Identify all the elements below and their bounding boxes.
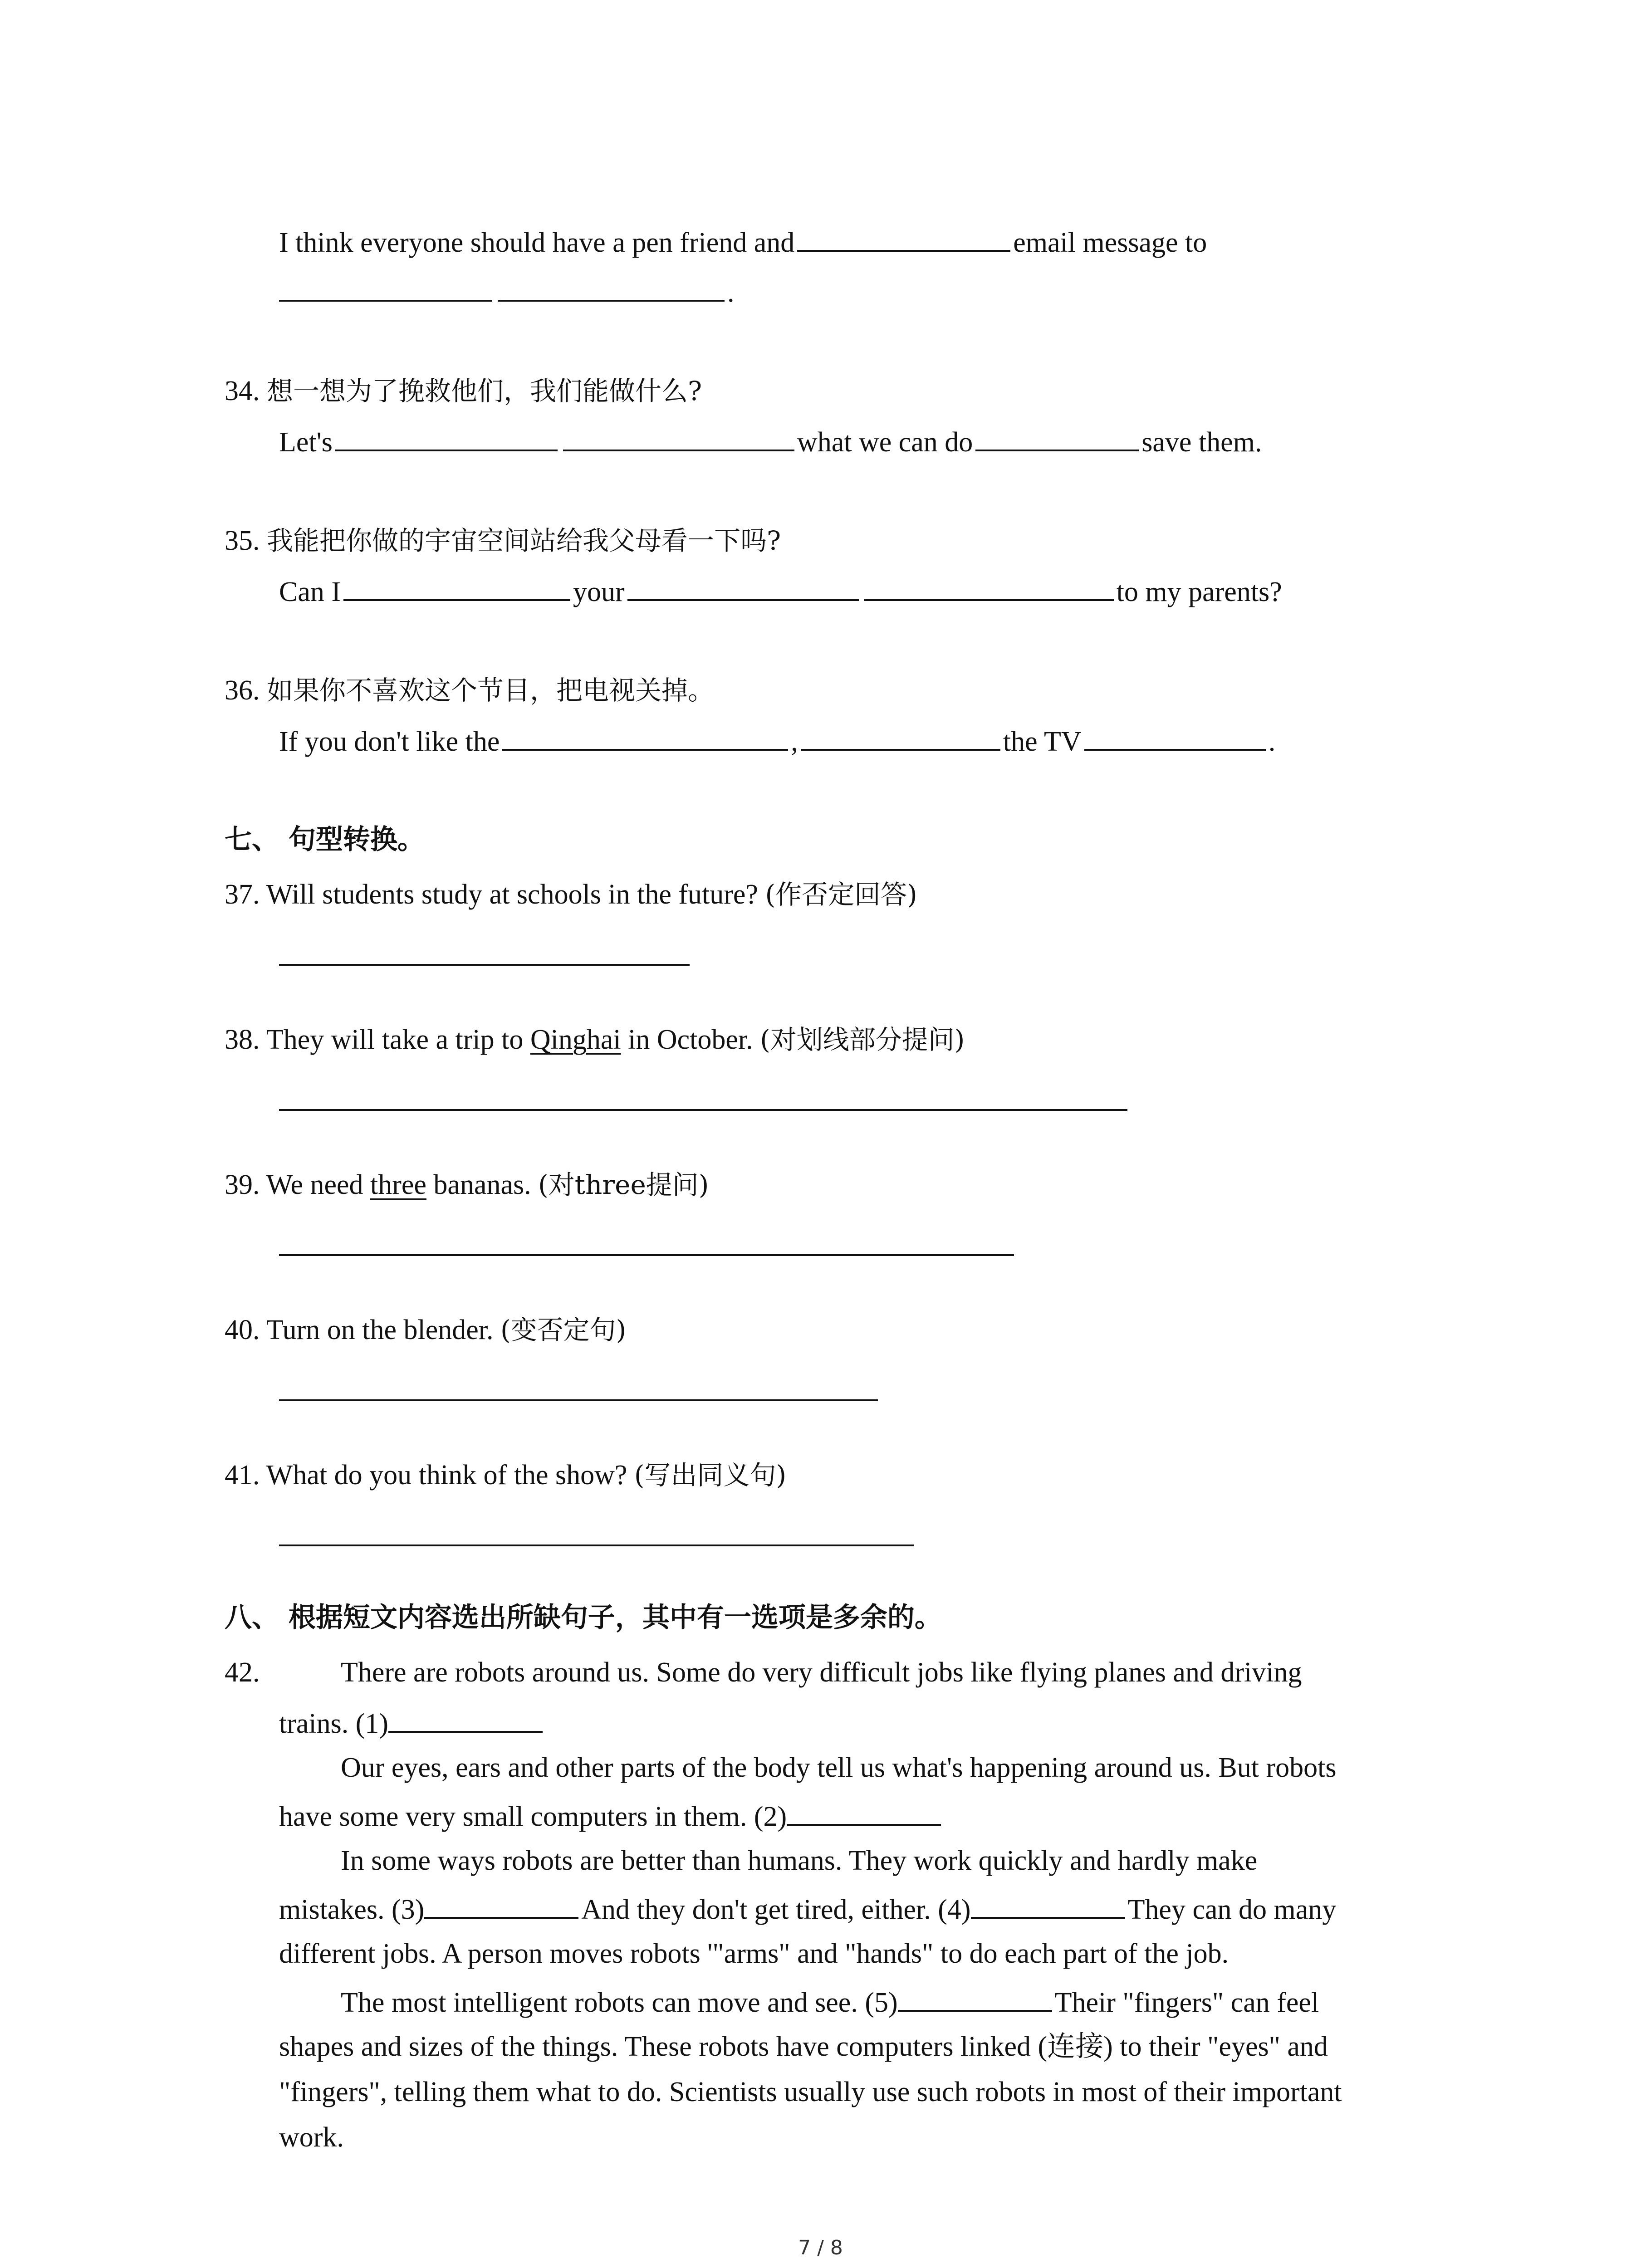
- q40-answer-line[interactable]: [279, 1399, 878, 1401]
- q34-text-c: save them.: [1141, 427, 1262, 458]
- q40-text: Turn on the blender.: [266, 1315, 494, 1345]
- q39-underlined-word: three: [370, 1169, 426, 1200]
- q33-line-1: [279, 225, 1207, 259]
- q36-blank-3[interactable]: [1084, 723, 1266, 751]
- q35-number: 35.: [225, 525, 260, 556]
- q38-text-b: in October.: [628, 1024, 753, 1055]
- q38-underlined-word: Qinghai: [530, 1024, 621, 1055]
- q36-comma: ,: [791, 726, 798, 757]
- q42-p3-line-3: different jobs. A person moves robots '"arms" and "hands" to do each part of the job.: [279, 1938, 1229, 1969]
- q34-blank-3[interactable]: [975, 424, 1139, 451]
- q39-answer-line[interactable]: [279, 1254, 1014, 1256]
- q33-line-2: [279, 274, 735, 309]
- q35-text-a: Can I: [279, 577, 341, 607]
- page-number: 7 / 8: [798, 2236, 843, 2259]
- q39-instruction: (对three提问): [538, 1169, 709, 1200]
- q36-answer-line: [279, 723, 1275, 758]
- q42-p3-text-b: And they don't get tired, either. (4): [581, 1894, 971, 1925]
- q35-text-c: to my parents?: [1116, 577, 1282, 607]
- q34-number: 34.: [225, 376, 260, 406]
- q42-p3-line-2: [279, 1892, 1336, 1926]
- q36-text-a: If you don't like the: [279, 726, 500, 757]
- q42-p3-line-1: In some ways robots are better than humans. They work quickly and hardly make: [341, 1845, 1258, 1876]
- q37-text: Will students study at schools in the future?: [266, 879, 758, 910]
- q34-chinese: 想一想为了挽救他们，我们能做什么?: [267, 376, 702, 406]
- q42-p1-text: trains. (1): [279, 1708, 389, 1739]
- q33-blank-3[interactable]: [498, 274, 725, 302]
- q37-prompt: [225, 878, 917, 911]
- q42-p3-text-a: mistakes. (3): [279, 1894, 425, 1925]
- q42-p1-line-1: There are robots around us. Some do very difficult jobs like flying planes and driving: [341, 1657, 1302, 1688]
- q35-blank-3[interactable]: [864, 574, 1114, 601]
- q36-prompt: [225, 674, 714, 707]
- q42-p1-line-2: [279, 1706, 545, 1740]
- q39-text-b: bananas.: [433, 1169, 531, 1200]
- q35-chinese: 我能把你做的宇宙空间站给我父母看一下吗?: [267, 525, 781, 556]
- q37-number: 37.: [225, 879, 260, 910]
- q41-answer-line[interactable]: [279, 1545, 914, 1546]
- q36-period: .: [1268, 726, 1276, 757]
- q33-blank-2[interactable]: [279, 274, 492, 302]
- section-8-heading: 八、 根据短文内容选出所缺句子，其中有一选项是多余的。: [225, 1602, 942, 1633]
- q33-text-b: email message to: [1013, 227, 1207, 258]
- q42-p2-line-2: [279, 1799, 944, 1833]
- q36-chinese: 如果你不喜欢这个节目，把电视关掉。: [267, 675, 715, 706]
- q38-prompt: [225, 1023, 965, 1056]
- q42-blank-5[interactable]: [898, 1984, 1052, 2012]
- q42-p2-text: have some very small computers in them. (2): [279, 1801, 787, 1832]
- q42-number: 42.: [225, 1657, 260, 1688]
- section-7-heading: 七、 句型转换。: [225, 824, 425, 855]
- q41-prompt: [225, 1458, 786, 1492]
- q42-p3-text-c: They can do many: [1127, 1894, 1337, 1925]
- q36-blank-1[interactable]: [502, 723, 788, 751]
- q39-prompt: [225, 1168, 709, 1202]
- q36-number: 36.: [225, 675, 260, 706]
- q41-number: 41.: [225, 1460, 260, 1491]
- q41-text: What do you think of the show?: [266, 1460, 627, 1491]
- q38-number: 38.: [225, 1024, 260, 1055]
- q40-prompt: [225, 1313, 626, 1347]
- q35-blank-1[interactable]: [343, 574, 570, 601]
- q38-answer-line[interactable]: [279, 1109, 1127, 1111]
- q41-instruction: (写出同义句): [634, 1460, 787, 1491]
- q42-p4-line-4: work.: [279, 2122, 344, 2153]
- q42-blank-1[interactable]: [388, 1706, 543, 1733]
- q35-answer-line: [279, 574, 1282, 609]
- q42-p4-text-a: The most intelligent robots can move and see. (5): [341, 1987, 898, 2018]
- q34-text-b: what we can do: [797, 427, 973, 458]
- q40-number: 40.: [225, 1315, 260, 1345]
- q35-blank-2[interactable]: [627, 574, 859, 601]
- q34-answer-line: [279, 424, 1262, 459]
- q33-period: .: [727, 277, 735, 308]
- q35-text-b: your: [573, 577, 625, 607]
- q33-blank-1[interactable]: [797, 225, 1010, 252]
- q34-blank-2[interactable]: [563, 424, 794, 451]
- q36-blank-2[interactable]: [801, 723, 1000, 751]
- q36-text-c: the TV: [1003, 726, 1082, 757]
- q37-answer-line[interactable]: [279, 964, 690, 966]
- q42-p4-line-1: [279, 1984, 1319, 2019]
- q40-instruction: (变否定句): [500, 1315, 627, 1345]
- q39-text-a: We need: [266, 1169, 363, 1200]
- q39-number: 39.: [225, 1169, 260, 1200]
- q42-p4-text-b: Their "fingers" can feel: [1054, 1987, 1319, 2018]
- q34-prompt: [225, 374, 702, 408]
- q42-p2-line-1: Our eyes, ears and other parts of the body tell us what's happening around us. But robots: [341, 1752, 1337, 1783]
- q42-blank-3[interactable]: [424, 1892, 578, 1919]
- q34-text-a: Let's: [279, 427, 333, 458]
- q34-blank-1[interactable]: [335, 424, 558, 451]
- q42-blank-2[interactable]: [787, 1799, 941, 1826]
- q42-p4-line-3: "fingers", telling them what to do. Scientists usually use such robots in most of their important: [279, 2077, 1342, 2107]
- q42-blank-4[interactable]: [971, 1892, 1125, 1919]
- q33-text-a: I think everyone should have a pen friend and: [279, 227, 795, 258]
- q37-instruction: (作否定回答): [765, 879, 917, 910]
- q42-p4-line-2: shapes and sizes of the things. These robots have computers linked (连接) to their "eyes" and: [279, 2031, 1328, 2062]
- q38-instruction: (对划线部分提问): [760, 1024, 965, 1055]
- q38-text-a: They will take a trip to: [266, 1024, 524, 1055]
- q35-prompt: [225, 524, 781, 557]
